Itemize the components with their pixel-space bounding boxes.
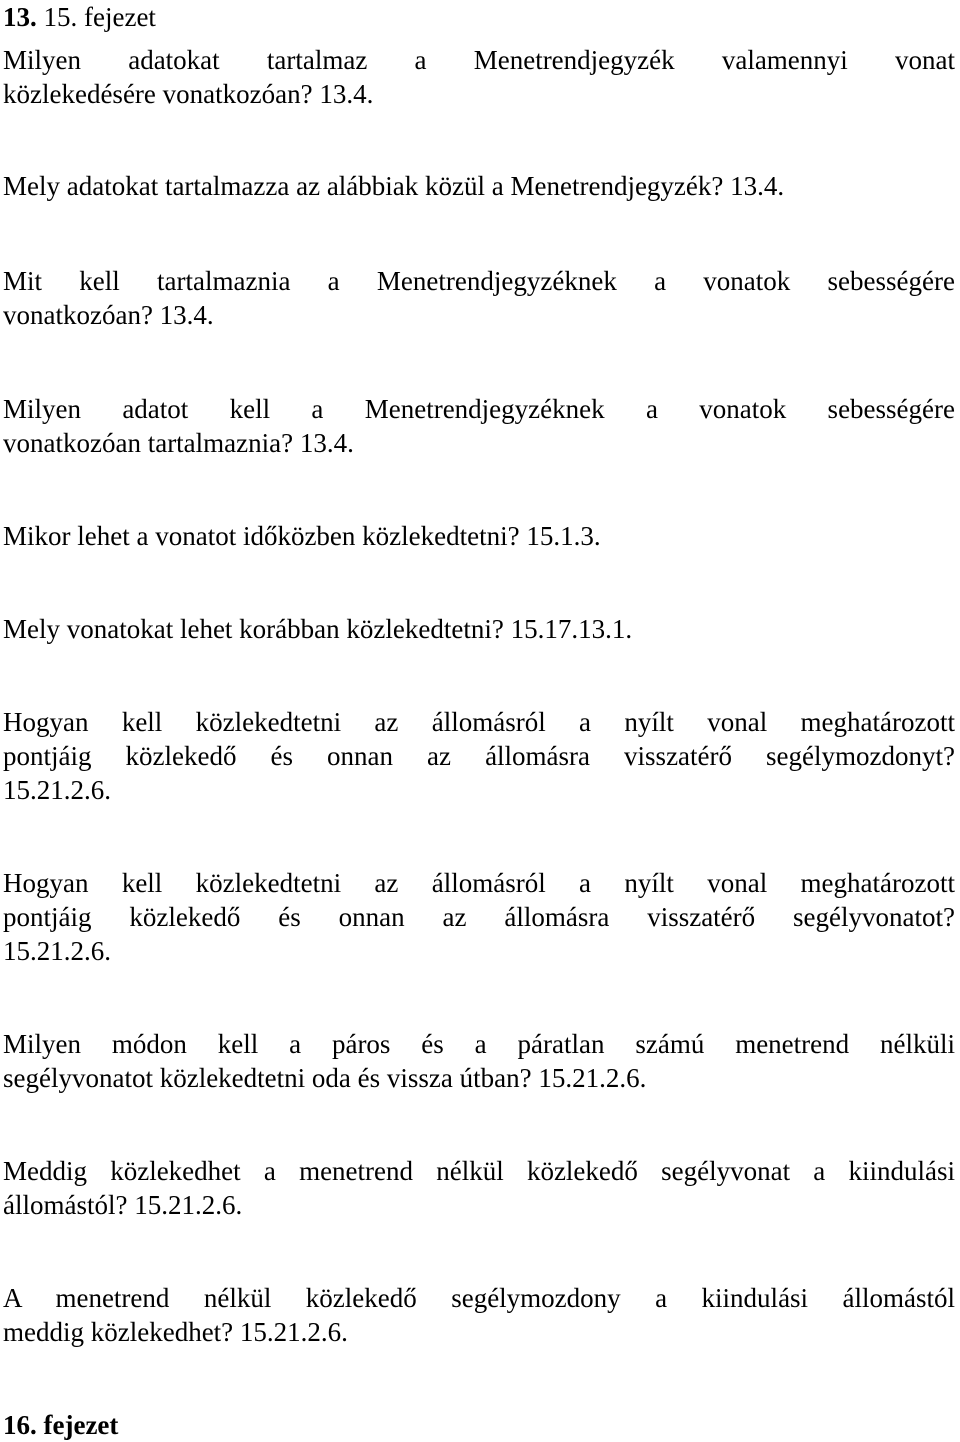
- question-6-line-1: Mely vonatokat lehet korábban közlekedtetni? 15.17.13.1.: [3, 614, 633, 644]
- question-11-line-2: meddig közlekedhet? 15.21.2.6.: [3, 1317, 348, 1347]
- question-1-line-2: közlekedésére vonatkozóan? 13.4.: [3, 79, 374, 109]
- question-5-line-1: Mikor lehet a vonatot időközben közlekedtetni? 15.1.3.: [3, 521, 601, 551]
- question-8-line-1: Hogyan kell közlekedtetni az állomásról a nyílt vonal meghatározott: [3, 868, 955, 898]
- question-2-line-1: Mely adatokat tartalmazza az alábbiak közül a Menetrendjegyzék? 13.4.: [3, 171, 785, 201]
- question-9-line-1: Milyen módon kell a páros és a páratlan számú menetrend nélküli: [3, 1029, 955, 1059]
- chapter-title: 15. fejezet: [43, 2, 156, 32]
- question-1-line-1: Milyen adatokat tartalmaz a Menetrendjegyzék valamennyi vonat: [3, 45, 955, 75]
- question-3-line-1: Mit kell tartalmaznia a Menetrendjegyzéknek a vonatok sebességére: [3, 266, 955, 296]
- next-chapter-heading: 16. fejezet: [3, 1410, 119, 1440]
- question-3-line-2: vonatkozóan? 13.4.: [3, 300, 214, 330]
- question-8-line-2: pontjáig közlekedő és onnan az állomásra visszatérő segélyvonatot?: [3, 902, 955, 932]
- question-9-line-2: segélyvonatot közlekedtetni oda és vissza útban? 15.21.2.6.: [3, 1063, 647, 1093]
- question-8-line-3: 15.21.2.6.: [3, 936, 111, 966]
- chapter-number: 13.: [3, 2, 37, 32]
- question-7-line-3: 15.21.2.6.: [3, 775, 111, 805]
- chapter-heading: [3, 0, 156, 34]
- question-10-line-1: Meddig közlekedhet a menetrend nélkül közlekedő segélyvonat a kiindulási: [3, 1156, 955, 1186]
- question-4-line-1: Milyen adatot kell a Menetrendjegyzéknek a vonatok sebességére: [3, 394, 955, 424]
- question-7-line-1: Hogyan kell közlekedtetni az állomásról a nyílt vonal meghatározott: [3, 707, 955, 737]
- question-7-line-2: pontjáig közlekedő és onnan az állomásra visszatérő segélymozdonyt?: [3, 741, 955, 771]
- question-4-line-2: vonatkozóan tartalmaznia? 13.4.: [3, 428, 354, 458]
- question-10-line-2: állomástól? 15.21.2.6.: [3, 1190, 243, 1220]
- question-11-line-1: A menetrend nélkül közlekedő segélymozdony a kiindulási állomástól: [3, 1283, 955, 1313]
